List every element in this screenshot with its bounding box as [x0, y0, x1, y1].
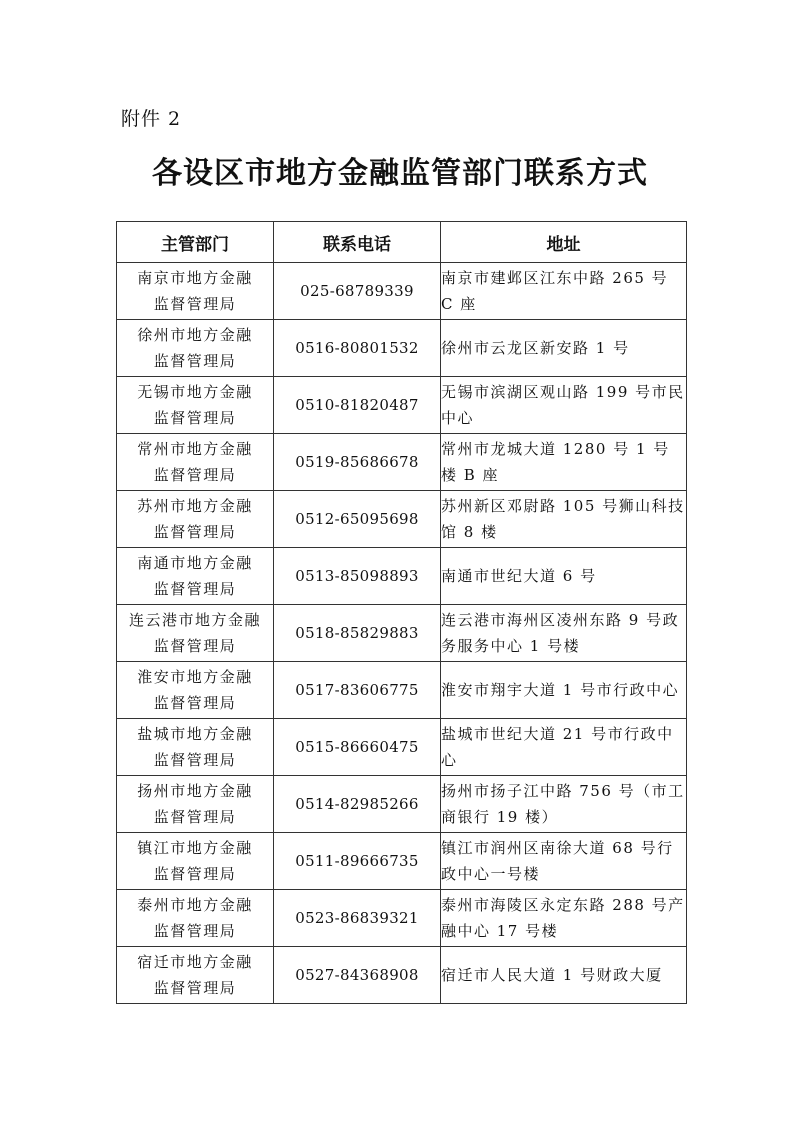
department-name-line2: 监督管理局: [153, 865, 237, 883]
table-row: [117, 434, 687, 491]
department-name-line1: 南通市地方金融: [137, 554, 253, 572]
department-cell: [117, 890, 274, 947]
address-cell: 无锡市滨湖区观山路 199 号市民中心: [441, 377, 687, 434]
address-cell: 扬州市扬子江中路 756 号（市工商银行 19 楼）: [441, 776, 687, 833]
table-row: [117, 890, 687, 947]
phone-cell: 0523-86839321: [274, 890, 441, 947]
department-name-line2: 监督管理局: [153, 523, 237, 541]
department-name-line1: 泰州市地方金融: [137, 896, 253, 914]
department-name-line1: 连云港市地方金融: [128, 611, 261, 629]
address-cell: 南通市世纪大道 6 号: [441, 548, 687, 605]
department-name-line2: 监督管理局: [153, 637, 237, 655]
address-cell: 泰州市海陵区永定东路 288 号产融中心 17 号楼: [441, 890, 687, 947]
department-cell: [117, 947, 274, 1004]
address-cell: 常州市龙城大道 1280 号 1 号楼 B 座: [441, 434, 687, 491]
header-phone: 联系电话: [274, 222, 441, 263]
address-cell: 苏州新区邓尉路 105 号狮山科技馆 8 楼: [441, 491, 687, 548]
department-cell: [117, 434, 274, 491]
phone-cell: 0513-85098893: [274, 548, 441, 605]
department-cell: [117, 605, 274, 662]
department-name-line2: 监督管理局: [153, 466, 237, 484]
address-cell: 徐州市云龙区新安路 1 号: [441, 320, 687, 377]
document-title: 各设区市地方金融监管部门联系方式: [152, 156, 648, 191]
phone-cell: 0517-83606775: [274, 662, 441, 719]
department-name-line2: 监督管理局: [153, 979, 237, 997]
department-name-line1: 镇江市地方金融: [137, 839, 253, 857]
table-row: [117, 605, 687, 662]
phone-cell: 0510-81820487: [274, 377, 441, 434]
department-name-line2: 监督管理局: [153, 409, 237, 427]
address-cell: 盐城市世纪大道 21 号市行政中心: [441, 719, 687, 776]
table-row: [117, 662, 687, 719]
department-name-line1: 无锡市地方金融: [137, 383, 253, 401]
department-cell: [117, 377, 274, 434]
phone-cell: 0511-89666735: [274, 833, 441, 890]
department-name-line1: 常州市地方金融: [137, 440, 253, 458]
department-name-line2: 监督管理局: [153, 295, 237, 313]
address-cell: 连云港市海州区凌州东路 9 号政务服务中心 1 号楼: [441, 605, 687, 662]
department-cell: [117, 719, 274, 776]
department-name-line2: 监督管理局: [153, 694, 237, 712]
phone-cell: 0527-84368908: [274, 947, 441, 1004]
department-cell: [117, 833, 274, 890]
department-name-line2: 监督管理局: [153, 751, 237, 769]
department-name-line1: 扬州市地方金融: [137, 782, 253, 800]
table-row: [117, 947, 687, 1004]
department-name-line2: 监督管理局: [153, 922, 237, 940]
phone-cell: 0518-85829883: [274, 605, 441, 662]
phone-cell: 025-68789339: [274, 263, 441, 320]
table-row: [117, 719, 687, 776]
table-body: [117, 263, 687, 1004]
department-cell: [117, 776, 274, 833]
phone-cell: 0512-65095698: [274, 491, 441, 548]
table-row: [117, 263, 687, 320]
table-row: [117, 833, 687, 890]
department-name-line1: 南京市地方金融: [137, 269, 253, 287]
phone-cell: 0516-80801532: [274, 320, 441, 377]
department-name-line2: 监督管理局: [153, 808, 237, 826]
department-name-line1: 盐城市地方金融: [137, 725, 253, 743]
header-department: 主管部门: [117, 222, 274, 263]
table-row: [117, 320, 687, 377]
department-cell: [117, 662, 274, 719]
table-row: [117, 548, 687, 605]
contacts-table: [116, 221, 687, 1004]
department-name-line1: 淮安市地方金融: [137, 668, 253, 686]
address-cell: 宿迁市人民大道 1 号财政大厦: [441, 947, 687, 1004]
department-cell: [117, 263, 274, 320]
department-cell: [117, 491, 274, 548]
attachment-label: 附件 2: [121, 108, 182, 130]
department-name-line2: 监督管理局: [153, 580, 237, 598]
phone-cell: 0519-85686678: [274, 434, 441, 491]
header-address: 地址: [441, 222, 687, 263]
address-cell: 淮安市翔宇大道 1 号市行政中心: [441, 662, 687, 719]
department-cell: [117, 320, 274, 377]
table-row: [117, 377, 687, 434]
address-cell: 南京市建邺区江东中路 265 号 C 座: [441, 263, 687, 320]
department-name-line1: 苏州市地方金融: [137, 497, 253, 515]
department-cell: [117, 548, 274, 605]
department-name-line1: 宿迁市地方金融: [137, 953, 253, 971]
department-name-line2: 监督管理局: [153, 352, 237, 370]
phone-cell: 0514-82985266: [274, 776, 441, 833]
department-name-line1: 徐州市地方金融: [137, 326, 253, 344]
table-header-row: [117, 222, 687, 263]
table-row: [117, 776, 687, 833]
table-row: [117, 491, 687, 548]
phone-cell: 0515-86660475: [274, 719, 441, 776]
address-cell: 镇江市润州区南徐大道 68 号行政中心一号楼: [441, 833, 687, 890]
